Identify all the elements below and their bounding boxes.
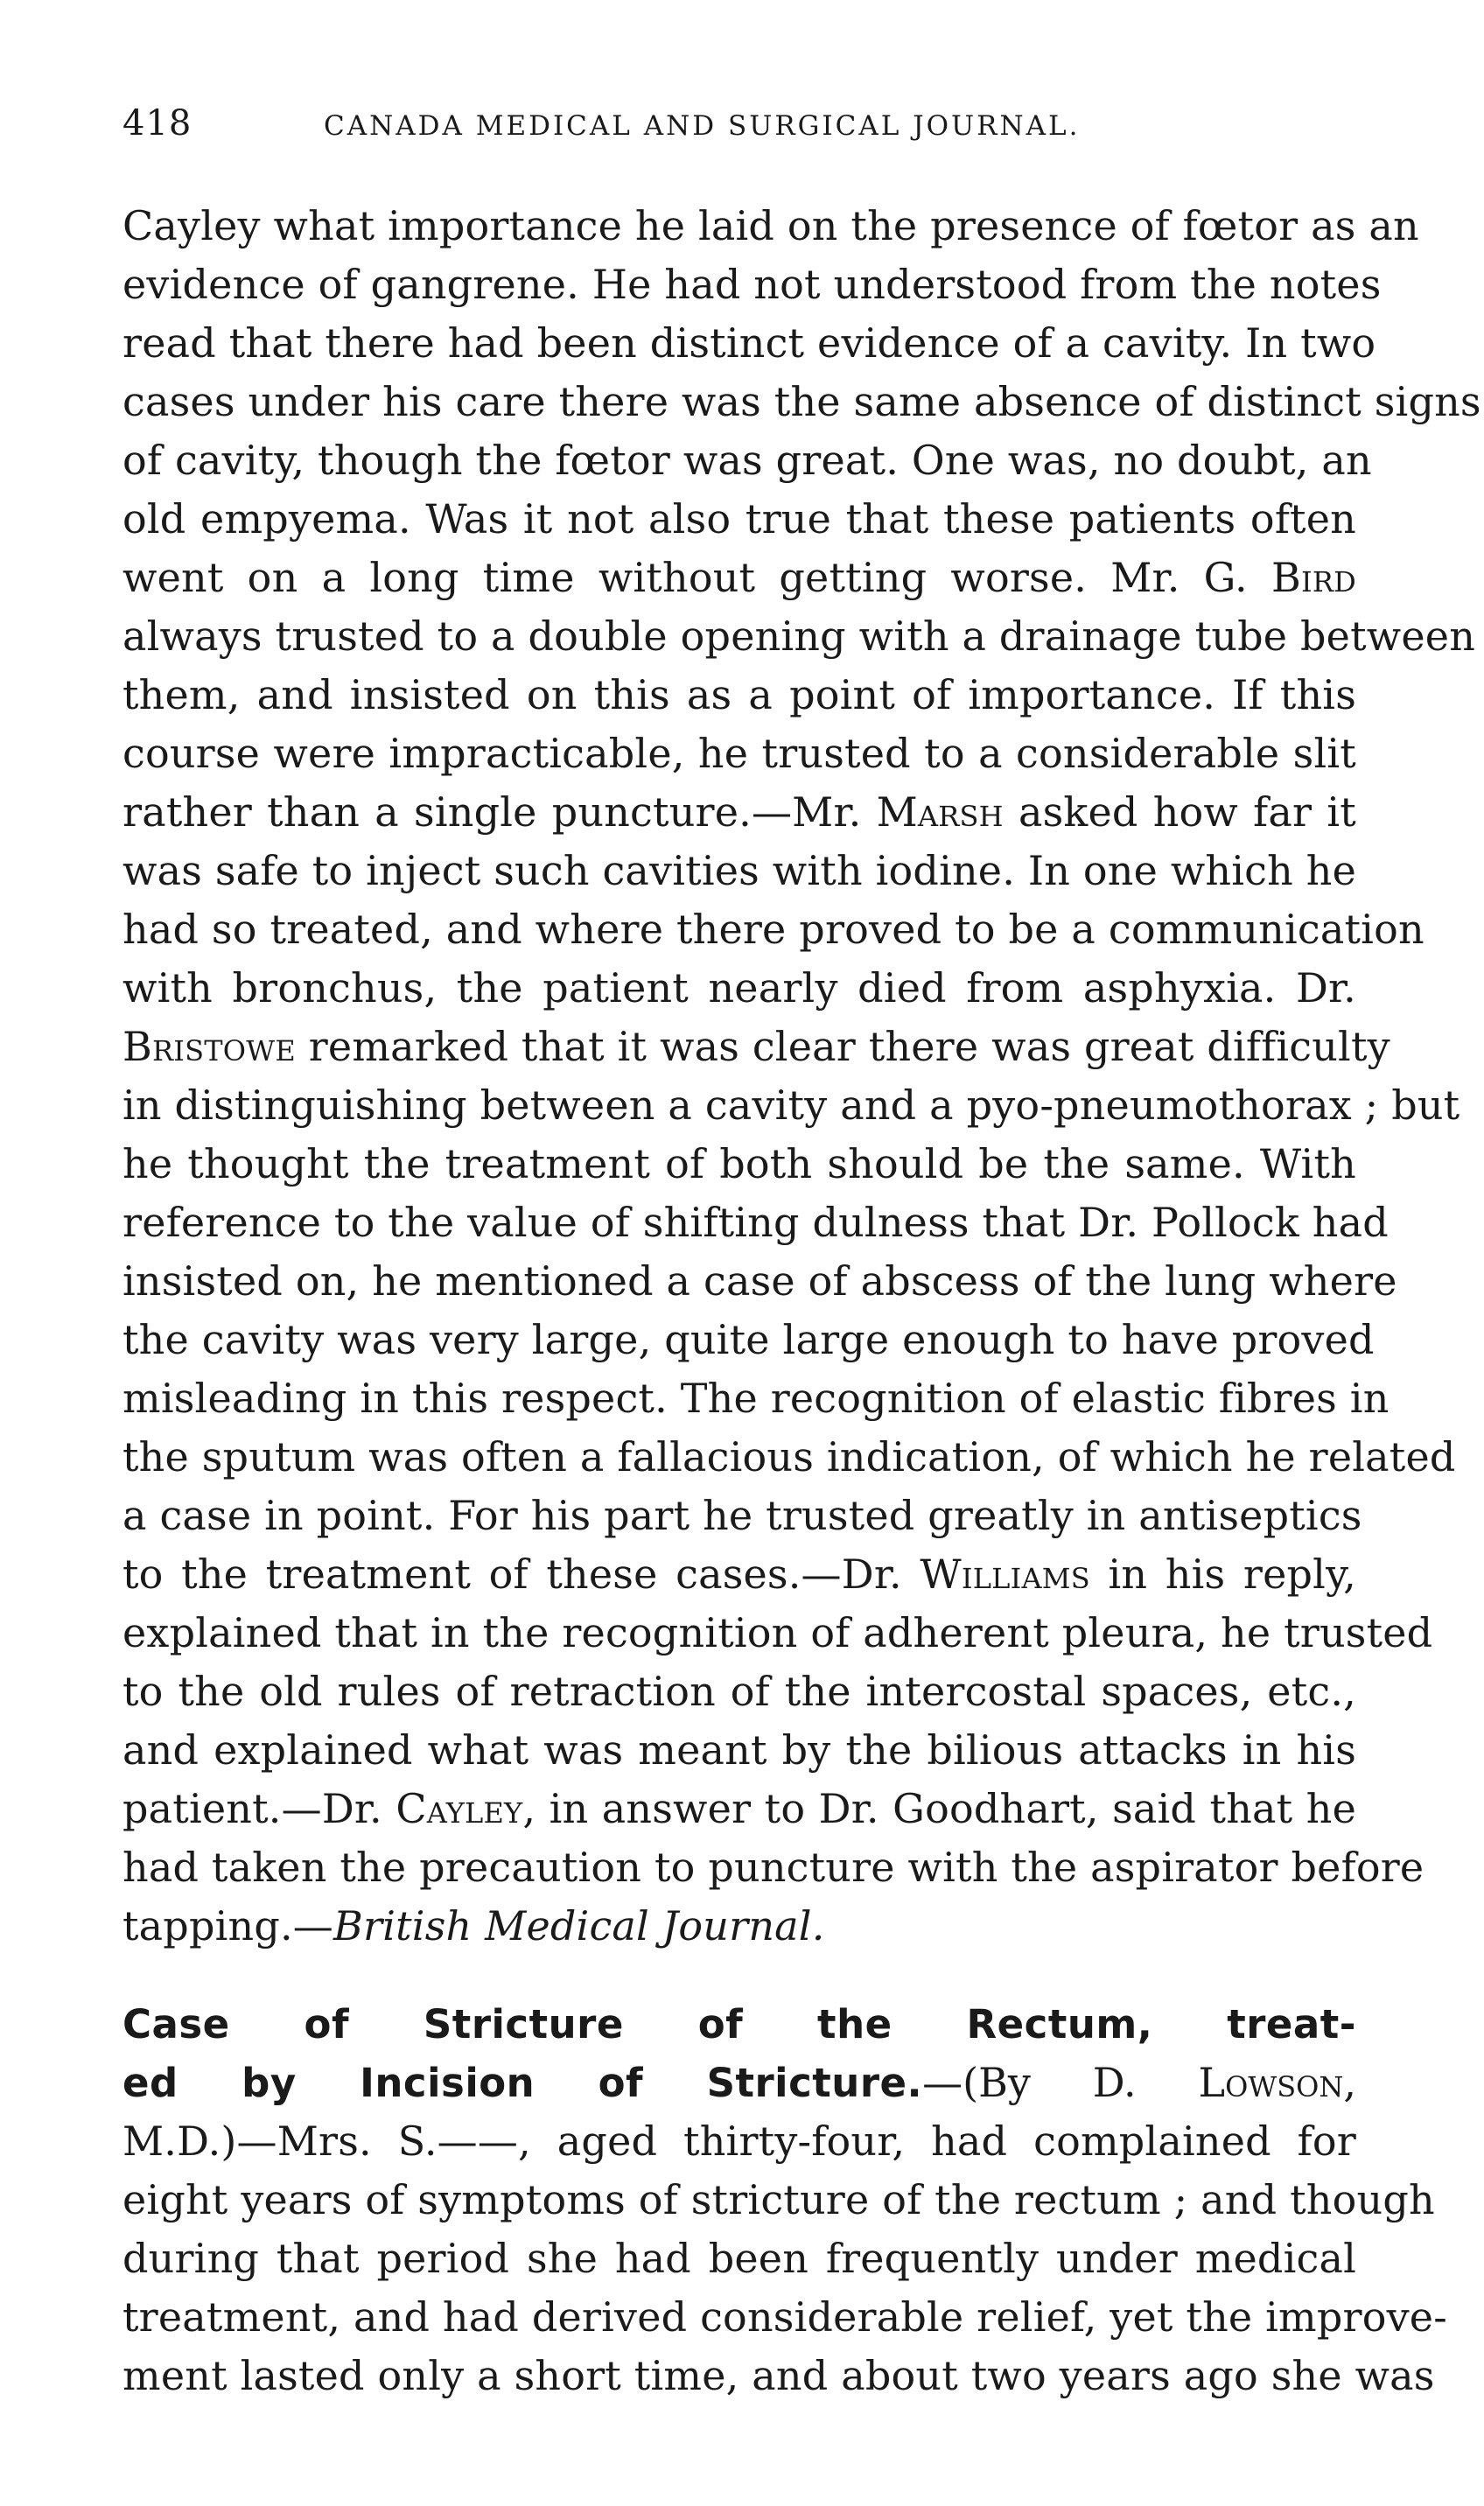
text-line: reference to the value of shifting dulness that Dr. Pollock had [122,1199,1389,1246]
text-line: evidence of gangrene. He had not understood from the notes [122,261,1382,308]
text-line: misleading in this respect. The recognition of elastic fibres in [122,1375,1390,1422]
text-line: during that period she had been frequently under medical [122,2235,1356,2282]
text-line: to the old rules of retraction of the intercostal spaces, etc., [122,1668,1356,1715]
article-title-line [122,2054,1356,2112]
text-line: treatment, and had derived considerable relief, yet the improve- [122,2293,1447,2341]
speaker-name: Marsh [876,788,1004,836]
text-line: M.D.)—Mrs. S.——, aged thirty-four, had complained for [122,2118,1356,2165]
text-span: rather than a single puncture.—Mr. [122,788,862,836]
text-line: with bronchus, the patient nearly died from asphyxia. Dr. [122,964,1356,1012]
text-line: course were impracticable, he trusted to a considerable slit [122,730,1356,777]
text-line: of cavity, though the fœtor was great. One was, no doubt, an [122,437,1372,484]
text-span: in his reply, [1108,1550,1356,1598]
running-head [122,103,1365,156]
text-span: asked how far it [1018,788,1356,836]
text-span: went on a long time without getting worse. Mr. G. [122,554,1248,601]
text-line [122,1897,1356,1956]
article-section [122,1995,1447,2405]
text-line: them, and insisted on this as a point of importance. If this [122,671,1356,718]
text-line: and explained what was meant by the bilious attacks in his [122,1726,1356,1774]
text-line: a case in point. For his part he trusted greatly in antiseptics [122,1492,1362,1539]
text-line: Cayley what importance he laid on the presence of fœtor as an [122,202,1419,249]
text-line: cases under his care there was the same absence of distinct signs [122,378,1481,425]
text-line: read that there had been distinct evidence of a cavity. In two [122,319,1376,367]
speaker-name: Bird [1271,554,1356,601]
text-line: always trusted to a double opening with a drainage tube between [122,612,1476,660]
text-line [122,783,1356,842]
text-line: he thought the treatment of both should be the same. With [122,1140,1356,1187]
text-line [122,1545,1356,1604]
text-line: the sputum was often a fallacious indication, of which he related [122,1433,1456,1480]
text-span: remarked that it was clear there was great difficulty [308,1023,1390,1070]
article-title-line [122,1995,1356,2054]
speaker-name: Cayley, [396,1785,536,1832]
text-span: patient.—Dr. [122,1785,382,1832]
text-span: in answer to Dr. Goodhart, said that he [549,1785,1356,1832]
text-line: ment lasted only a short time, and about two years ago she was [122,2352,1435,2399]
text-line [122,1780,1356,1838]
page-number: 418 [122,103,192,144]
text-line: insisted on, he mentioned a case of abscess of the lung where [122,1257,1397,1305]
text-span: to the treatment of these cases.—Dr. [122,1550,902,1598]
text-line: old empyema. Was it not also true that these patients often [122,495,1356,542]
journal-title: CANADA MEDICAL AND SURGICAL JOURNAL. [324,110,1081,142]
author-prefix: —(By D. [922,2059,1137,2106]
text-line [122,549,1356,607]
text-line: in distinguishing between a cavity and a pyo-pneumothorax ; but [122,1082,1460,1129]
text-line [122,1018,1390,1076]
text-line: eight years of symptoms of stricture of the rectum ; and though [122,2176,1435,2223]
text-line: had so treated, and where there proved to be a communication [122,906,1424,953]
text-line: had taken the precaution to puncture with the aspirator before [122,1844,1424,1891]
article-title: Case of Stricture of the Rectum, treat- [122,2001,1356,2048]
text-span: tapping.— [122,1902,334,1950]
discussion-text [122,197,1481,1956]
text-line: was safe to inject such cavities with iodine. In one which he [122,847,1357,894]
text-line: explained that in the recognition of adherent pleura, he trusted [122,1609,1433,1656]
author-name: Lowson, [1198,2059,1356,2106]
speaker-name: Bristowe [122,1023,296,1070]
speaker-name: Williams [920,1550,1090,1598]
citation-source: British Medical Journal. [333,1902,825,1950]
text-line: the cavity was very large, quite large enough to have proved [122,1316,1375,1363]
article-title: ed by Incision of Stricture. [122,2060,923,2106]
